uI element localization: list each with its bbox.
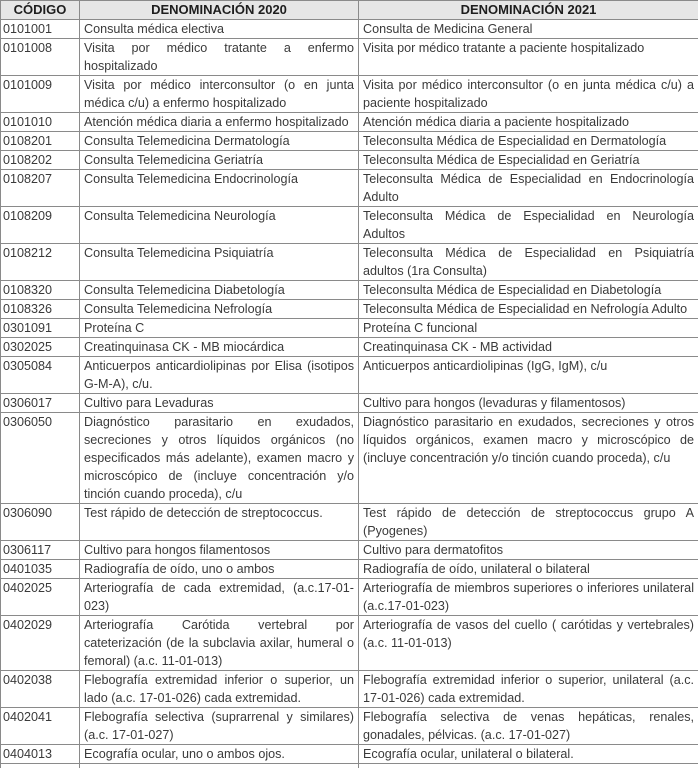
cell-code: 0402038 (1, 671, 80, 708)
cell-code: 0306117 (1, 541, 80, 560)
cell-code: 0306090 (1, 504, 80, 541)
cell-denominacion-2021: Teleconsulta Médica de Especialidad en Endocrinología Adulto (359, 170, 698, 207)
table-row (1, 745, 698, 764)
cell-denominacion-2021: Proteína C funcional (359, 319, 698, 338)
cell-denominacion-2021: Teleconsulta Médica de Especialidad en Psiquiatría adultos (1ra Consulta) (359, 244, 698, 281)
cell-code: 0108320 (1, 281, 80, 300)
table-row (1, 541, 698, 560)
table-row (1, 170, 698, 207)
cell-denominacion-2020: Creatinquinasa CK - MB miocárdica (80, 338, 359, 357)
cell-denominacion-2021: Arteriografía de miembros superiores o inferiores unilateral (a.c.17-01-023) (359, 579, 698, 616)
cell-code: 0404013 (1, 745, 80, 764)
table-row (1, 338, 698, 357)
cell-denominacion-2020: Arteriografía de cada extremidad, (a.c.17-01-023) (80, 579, 359, 616)
cell-code: 0108201 (1, 132, 80, 151)
table-row (1, 671, 698, 708)
cell-denominacion-2021: Teleconsulta Médica de Especialidad en Nefrología Adulto (359, 300, 698, 319)
table-row (1, 319, 698, 338)
table-header (1, 1, 698, 20)
cell-code: 0306050 (1, 413, 80, 504)
cell-denominacion-2021: Atención médica diaria a paciente hospitalizado (359, 113, 698, 132)
cell-denominacion-2020: Diagnóstico parasitario en exudados, secreciones y otros líquidos orgánicos (no especificados más adelante), examen macro y microscópico de (incluye concentración y/o tinción cuando proceda), c/u (80, 413, 359, 504)
cell-denominacion-2021: Flebografía selectiva de venas hepáticas, renales, gonadales, pélvicas. (a.c. 17-01-027) (359, 708, 698, 745)
cell-code: 0402025 (1, 579, 80, 616)
cell-code: 0108207 (1, 170, 80, 207)
table-row (1, 151, 698, 170)
cell-denominacion-2020: Anticuerpos anticardiolipinas por Elisa (isotipos G-M-A), c/u. (80, 357, 359, 394)
cell-denominacion-2020: Visita por médico tratante a enfermo hospitalizado (80, 39, 359, 76)
table-row (1, 281, 698, 300)
cell-denominacion-2020: Consulta médica electiva (80, 20, 359, 39)
header-codigo: CÓDIGO (1, 1, 80, 20)
cell-denominacion-2020: Consulta Telemedicina Endocrinología (80, 170, 359, 207)
cell-denominacion-2020: Consulta Telemedicina Nefrología (80, 300, 359, 319)
cell-code: 0402041 (1, 708, 80, 745)
cell-denominacion-2021: Teleconsulta Médica de Especialidad en Dermatología (359, 132, 698, 151)
cell-denominacion-2020: Consulta Telemedicina Geriatría (80, 151, 359, 170)
cell-denominacion-2020: Atención médica diaria a enfermo hospitalizado (80, 113, 359, 132)
header-denominacion-2021: DENOMINACIÓN 2021 (359, 1, 698, 20)
cell-code: 0108209 (1, 207, 80, 244)
table-row (1, 300, 698, 319)
table-row (1, 244, 698, 281)
cell-denominacion-2020: Visita por médico interconsultor (o en junta médica c/u) a enfermo hospitalizado (80, 76, 359, 113)
cell-denominacion-2021: Radiografía de oído, unilateral o bilateral (359, 560, 698, 579)
table-row-cutoff (1, 764, 698, 768)
cell-denominacion-2021: Cultivo para dermatofitos (359, 541, 698, 560)
table-row (1, 504, 698, 541)
cell-code: 0401035 (1, 560, 80, 579)
table-row (1, 113, 698, 132)
cell-denominacion-2021: Consulta de Medicina General (359, 20, 698, 39)
cell-denominacion-2021: Visita por médico interconsultor (o en junta médica c/u) a paciente hospitalizado (359, 76, 698, 113)
cell-denominacion-2021: Diagnóstico parasitario en exudados, secreciones y otros líquidos orgánicos, examen macro y microscópico de (incluye concentración y/o tinción cuando proceda), c/u (359, 413, 698, 504)
cell-denominacion-2021: Creatinquinasa CK - MB actividad (359, 338, 698, 357)
cell-code: 0101001 (1, 20, 80, 39)
header-denominacion-2020: DENOMINACIÓN 2020 (80, 1, 359, 20)
table-row (1, 616, 698, 671)
cell-code: 0305084 (1, 357, 80, 394)
cell-denominacion-2021: Ecografía ocular, unilateral o bilateral. (359, 745, 698, 764)
cell-denominacion-2020: Test rápido de detección de streptococcus. (80, 504, 359, 541)
cell-denominacion-2020: Consulta Telemedicina Neurología (80, 207, 359, 244)
cell-denominacion-2020: Consulta Telemedicina Dermatología (80, 132, 359, 151)
cell-code: 0108212 (1, 244, 80, 281)
table-row (1, 413, 698, 504)
cell-denominacion-2021: Flebografía extremidad inferior o superior, unilateral (a.c. 17-01-026) cada extremidad. (359, 671, 698, 708)
cell-denominacion-2020: Cultivo para hongos filamentosos (80, 541, 359, 560)
cell-denominacion-2020: Radiografía de oído, uno o ambos (80, 560, 359, 579)
cell-denominacion-2021: Teleconsulta Médica de Especialidad en Neurología Adultos (359, 207, 698, 244)
table-row (1, 394, 698, 413)
cell-denominacion-2020: Proteína C (80, 319, 359, 338)
cell-code: 0101008 (1, 39, 80, 76)
cell-empty (80, 764, 359, 768)
table-row (1, 132, 698, 151)
table-row (1, 76, 698, 113)
table-body (1, 20, 698, 768)
cell-code: 0402029 (1, 616, 80, 671)
cell-code: 0302025 (1, 338, 80, 357)
cell-denominacion-2020: Cultivo para Levaduras (80, 394, 359, 413)
table-row (1, 39, 698, 76)
cell-denominacion-2021: Arteriografía de vasos del cuello ( carótidas y vertebrales) (a.c. 11-01-013) (359, 616, 698, 671)
table-row (1, 708, 698, 745)
cell-denominacion-2020: Consulta Telemedicina Psiquiatría (80, 244, 359, 281)
cell-denominacion-2021: Visita por médico tratante a paciente hospitalizado (359, 39, 698, 76)
cell-denominacion-2020: Consulta Telemedicina Diabetología (80, 281, 359, 300)
cell-denominacion-2020: Arteriografía Carótida vertebral por cateterización (de la subclavia axilar, humeral o femoral) (a.c. 11-01-013) (80, 616, 359, 671)
cell-denominacion-2021: Test rápido de detección de streptococcus grupo A (Pyogenes) (359, 504, 698, 541)
cell-empty (1, 764, 80, 768)
table-row (1, 579, 698, 616)
cell-denominacion-2020: Flebografía selectiva (suprarrenal y similares) (a.c. 17-01-027) (80, 708, 359, 745)
cell-code: 0108326 (1, 300, 80, 319)
table-row (1, 207, 698, 244)
cell-denominacion-2021: Cultivo para hongos (levaduras y filamentosos) (359, 394, 698, 413)
cell-code: 0101010 (1, 113, 80, 132)
cell-denominacion-2021: Teleconsulta Médica de Especialidad en Diabetología (359, 281, 698, 300)
cell-denominacion-2021: Anticuerpos anticardiolipinas (IgG, IgM), c/u (359, 357, 698, 394)
table-row (1, 357, 698, 394)
cell-denominacion-2020: Ecografía ocular, uno o ambos ojos. (80, 745, 359, 764)
cell-code: 0101009 (1, 76, 80, 113)
cell-code: 0301091 (1, 319, 80, 338)
table-row (1, 560, 698, 579)
table-row (1, 20, 698, 39)
cell-denominacion-2021: Teleconsulta Médica de Especialidad en Geriatría (359, 151, 698, 170)
cell-denominacion-2020: Flebografía extremidad inferior o superior, un lado (a.c. 17-01-026) cada extremidad. (80, 671, 359, 708)
cell-code: 0306017 (1, 394, 80, 413)
cell-empty (359, 764, 698, 768)
header-row (1, 1, 698, 20)
cell-code: 0108202 (1, 151, 80, 170)
